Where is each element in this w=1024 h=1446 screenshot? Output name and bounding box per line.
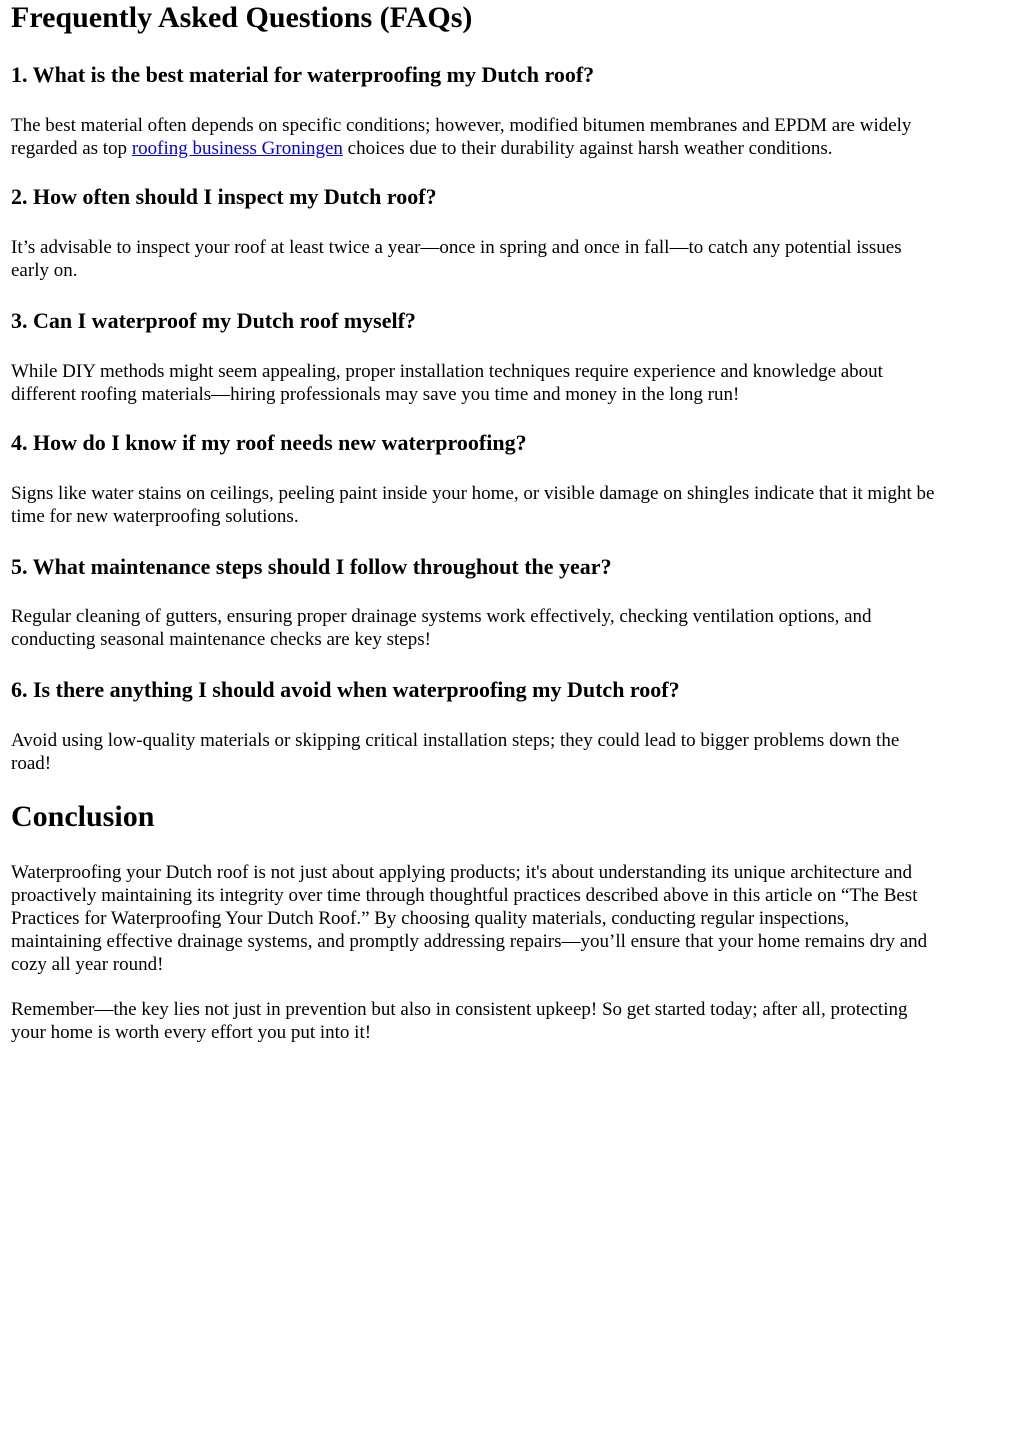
conclusion-paragraph-2 [11, 998, 907, 1044]
conclusion-paragraph-1 [11, 861, 927, 976]
faq-answer-1-line-2 [11, 137, 911, 160]
faq-answer-1-line-1: The best material often depends on specific conditions; however, modified bitumen membranes and EPDM are widely [11, 115, 912, 136]
faq-answer-2-line-2: early on. [11, 260, 78, 281]
faq-answer-4-line-1: Signs like water stains on ceilings, peeling paint inside your home, or visible damage on shingles indicate that it might be [11, 483, 935, 504]
faq-answer-5-line-2: conducting seasonal maintenance checks are key steps! [11, 629, 431, 650]
faq-answer-6-line-2: road! [11, 753, 52, 774]
conclusion-p1-line-5: cozy all year round! [11, 954, 164, 975]
faq-answer-6-line-1: Avoid using low-quality materials or skipping critical installation steps; they could lead to bigger problems down the [11, 730, 900, 751]
conclusion-p1-line-2: proactively maintaining its integrity over time through thoughtful practices described above in this article on “The Best [11, 885, 918, 906]
roofing-business-link[interactable]: roofing business Groningen [131, 138, 343, 159]
faq-question-5: 5. What maintenance steps should I follow throughout the year? [11, 554, 612, 579]
conclusion-p1-line-1: Waterproofing your Dutch roof is not just about applying products; it's about understanding its unique architecture and [11, 862, 913, 883]
faq-answer-3-line-2: different roofing materials—hiring professionals may save you time and money in the long run! [11, 384, 740, 405]
faq-answer-4 [11, 482, 934, 528]
faq-answer-5 [11, 605, 872, 651]
faq-answer-2 [11, 236, 902, 282]
faq-answer-3-line-1: While DIY methods might seem appealing, proper installation techniques require experience and knowledge about [11, 361, 883, 382]
conclusion-p1-line-4: maintaining effective drainage systems, and promptly addressing repairs—you’ll ensure that your home remains dry and [11, 931, 928, 952]
faq-answer-6 [11, 729, 899, 775]
faq-question-4: 4. How do I know if my roof needs new waterproofing? [11, 430, 527, 455]
faq-answer-5-line-1: Regular cleaning of gutters, ensuring proper drainage systems work effectively, checking ventilation options, and [11, 606, 872, 627]
faq-answer-1-text-after-link: choices due to their durability against harsh weather conditions. [342, 138, 833, 159]
faq-question-6: 6. Is there anything I should avoid when waterproofing my Dutch roof? [11, 677, 680, 702]
faq-answer-1 [11, 114, 911, 160]
conclusion-p2-line-2: your home is worth every effort you put into it! [11, 1022, 372, 1043]
conclusion-title: Conclusion [11, 800, 155, 833]
faq-title: Frequently Asked Questions (FAQs) [11, 1, 473, 34]
faq-answer-2-line-1: It’s advisable to inspect your roof at least twice a year—once in spring and once in fall—to catch any potential issues [11, 237, 902, 258]
conclusion-p2-line-1: Remember—the key lies not just in prevention but also in consistent upkeep! So get started today; after all, protecting [11, 999, 908, 1020]
faq-answer-4-line-2: time for new waterproofing solutions. [11, 506, 299, 527]
conclusion-p1-line-3: Practices for Waterproofing Your Dutch Roof.” By choosing quality materials, conducting regular inspections, [11, 908, 850, 929]
faq-answer-3 [11, 360, 883, 406]
faq-question-1: 1. What is the best material for waterproofing my Dutch roof? [11, 62, 595, 87]
faq-answer-1-text-before-link: regarded as top [11, 138, 132, 159]
faq-question-3: 3. Can I waterproof my Dutch roof myself? [11, 308, 416, 333]
faq-question-2: 2. How often should I inspect my Dutch roof? [11, 184, 437, 209]
